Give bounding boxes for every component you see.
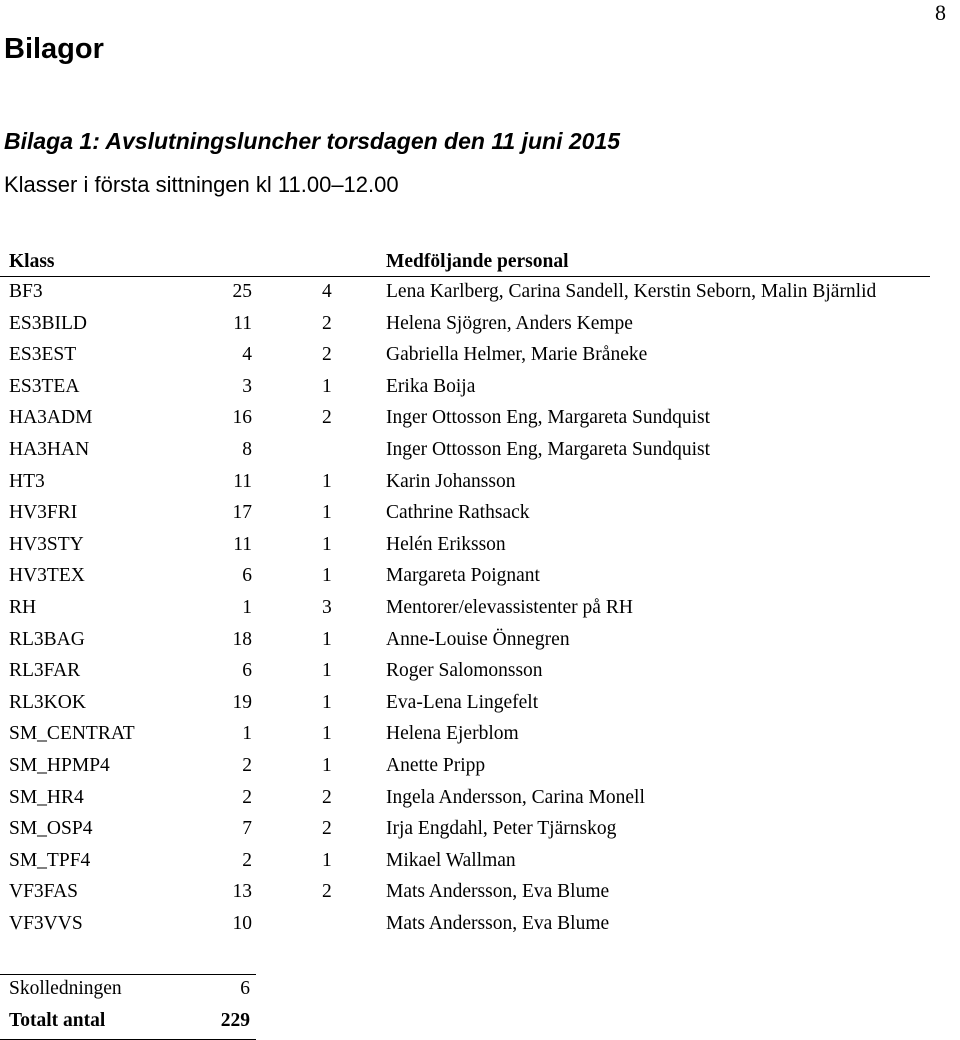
table-row — [0, 656, 930, 688]
student-count-cell: 2 — [242, 754, 252, 776]
appendix-title: Bilaga 1: Avslutningsluncher torsdagen den 11 juni 2015 — [4, 128, 621, 154]
staff-names-cell: Helena Sjögren, Anders Kempe — [386, 312, 633, 334]
staff-names-cell: Mats Andersson, Eva Blume — [386, 881, 610, 903]
staff-count-cell: 1 — [322, 849, 332, 871]
table-row — [0, 814, 930, 846]
table-row — [0, 498, 930, 530]
staff-count-cell: 1 — [322, 754, 332, 776]
table-row — [0, 688, 930, 720]
class-cell: RH — [9, 596, 37, 618]
class-cell: SM_TPF4 — [9, 849, 91, 871]
student-count-cell: 1 — [242, 596, 252, 618]
staff-names-cell: Irja Engdahl, Peter Tjärnskog — [386, 818, 617, 840]
table-body — [0, 277, 930, 940]
total-value: 229 — [220, 1010, 250, 1031]
staff-count-cell: 1 — [322, 691, 332, 713]
total-label: Totalt antal — [9, 1010, 106, 1031]
page-number: 8 — [935, 0, 946, 25]
table-row — [0, 593, 930, 625]
class-cell: SM_CENTRAT — [9, 723, 135, 745]
class-cell: HT3 — [9, 470, 45, 492]
table-row — [0, 530, 930, 562]
student-count-cell: 6 — [242, 660, 252, 682]
class-cell: SM_OSP4 — [9, 818, 93, 840]
staff-count-cell: 2 — [322, 881, 332, 903]
student-count-cell: 11 — [233, 533, 252, 555]
staff-names-cell: Eva-Lena Lingefelt — [386, 691, 539, 713]
student-count-cell: 6 — [242, 565, 252, 587]
staff-count-cell: 2 — [322, 818, 332, 840]
class-cell: BF3 — [9, 281, 43, 302]
staff-names-cell: Lena Karlberg, Carina Sandell, Kerstin Seborn, Malin Bjärnlid — [386, 281, 877, 302]
table-row — [0, 625, 930, 657]
staff-count-cell: 1 — [322, 723, 332, 745]
column-header-klass: Klass — [9, 251, 55, 272]
student-count-cell: 16 — [232, 407, 252, 429]
school-mgmt-value: 6 — [240, 978, 250, 999]
staff-names-cell: Mentorer/elevassistenter på RH — [386, 596, 633, 618]
staff-count-cell: 4 — [322, 281, 332, 302]
student-count-cell: 2 — [242, 786, 252, 808]
staff-names-cell: Inger Ottosson Eng, Margareta Sundquist — [386, 438, 711, 460]
summary-table — [0, 974, 256, 1040]
table-row — [0, 751, 930, 783]
class-cell: VF3VVS — [9, 912, 83, 934]
table-row — [0, 340, 930, 372]
staff-names-cell: Inger Ottosson Eng, Margareta Sundquist — [386, 407, 711, 429]
class-cell: HA3HAN — [9, 438, 90, 460]
staff-count-cell: 1 — [322, 628, 332, 650]
staff-names-cell: Helén Eriksson — [386, 533, 506, 555]
staff-count-cell: 1 — [322, 565, 332, 587]
table-row — [0, 277, 930, 309]
staff-names-cell: Erika Boija — [386, 375, 476, 397]
table-row — [0, 846, 930, 878]
student-count-cell: 25 — [232, 281, 252, 302]
staff-count-cell: 2 — [322, 344, 332, 366]
class-cell: ES3BILD — [9, 312, 87, 334]
class-cell: ES3EST — [9, 344, 77, 366]
table-row — [0, 877, 930, 909]
staff-names-cell: Mats Andersson, Eva Blume — [386, 912, 610, 934]
table-row — [0, 403, 930, 435]
student-count-cell: 4 — [242, 344, 252, 366]
table-row — [0, 783, 930, 815]
class-cell: HV3FRI — [9, 502, 78, 524]
class-cell: RL3KOK — [9, 691, 86, 713]
class-cell: HA3ADM — [9, 407, 93, 429]
student-count-cell: 11 — [233, 470, 252, 492]
class-cell: VF3FAS — [9, 881, 79, 903]
table-row — [0, 467, 930, 499]
table-row — [0, 561, 930, 593]
staff-count-cell: 1 — [322, 470, 332, 492]
student-count-cell: 3 — [242, 375, 252, 397]
student-count-cell: 10 — [232, 912, 252, 934]
sitting-time: Klasser i första sittningen kl 11.00–12.00 — [4, 172, 399, 197]
staff-names-cell: Roger Salomonsson — [386, 660, 543, 682]
student-count-cell: 11 — [233, 312, 252, 334]
staff-count-cell: 2 — [322, 786, 332, 808]
staff-names-cell: Gabriella Helmer, Marie Bråneke — [386, 344, 648, 366]
column-header-staff: Medföljande personal — [386, 251, 569, 272]
staff-names-cell: Ingela Andersson, Carina Monell — [386, 786, 645, 808]
table-row — [0, 435, 930, 467]
staff-names-cell: Margareta Poignant — [386, 565, 540, 587]
table-row — [0, 372, 930, 404]
staff-names-cell: Helena Ejerblom — [386, 723, 519, 745]
student-count-cell: 19 — [232, 691, 252, 713]
class-table — [0, 248, 930, 940]
student-count-cell: 18 — [232, 628, 252, 650]
student-count-cell: 2 — [242, 849, 252, 871]
staff-names-cell: Mikael Wallman — [386, 849, 516, 871]
summary-row-total — [0, 1007, 256, 1040]
staff-count-cell: 3 — [322, 596, 332, 618]
student-count-cell: 1 — [242, 723, 252, 745]
student-count-cell: 13 — [232, 881, 252, 903]
student-count-cell: 8 — [242, 438, 252, 460]
staff-count-cell: 1 — [322, 502, 332, 524]
class-cell: HV3STY — [9, 533, 84, 555]
class-cell: HV3TEX — [9, 565, 85, 587]
staff-count-cell: 1 — [322, 533, 332, 555]
class-cell: ES3TEA — [9, 375, 80, 397]
class-cell: RL3FAR — [9, 660, 81, 682]
table-row — [0, 719, 930, 751]
staff-count-cell: 1 — [322, 375, 332, 397]
staff-names-cell: Cathrine Rathsack — [386, 502, 530, 524]
table-header — [0, 248, 930, 277]
class-cell: SM_HPMP4 — [9, 754, 110, 776]
staff-names-cell: Karin Johansson — [386, 470, 516, 492]
student-count-cell: 7 — [242, 818, 252, 840]
staff-names-cell: Anne-Louise Önnegren — [386, 628, 570, 650]
staff-names-cell: Anette Pripp — [386, 754, 486, 776]
summary-row-school-mgmt — [0, 975, 256, 1007]
class-cell: RL3BAG — [9, 628, 85, 650]
staff-count-cell: 1 — [322, 660, 332, 682]
staff-count-cell: 2 — [322, 407, 332, 429]
class-cell: SM_HR4 — [9, 786, 84, 808]
school-mgmt-label: Skolledningen — [9, 978, 122, 999]
student-count-cell: 17 — [232, 502, 252, 524]
staff-count-cell: 2 — [322, 312, 332, 334]
table-row — [0, 909, 930, 941]
table-row — [0, 309, 930, 341]
page-heading: Bilagor — [4, 33, 104, 65]
